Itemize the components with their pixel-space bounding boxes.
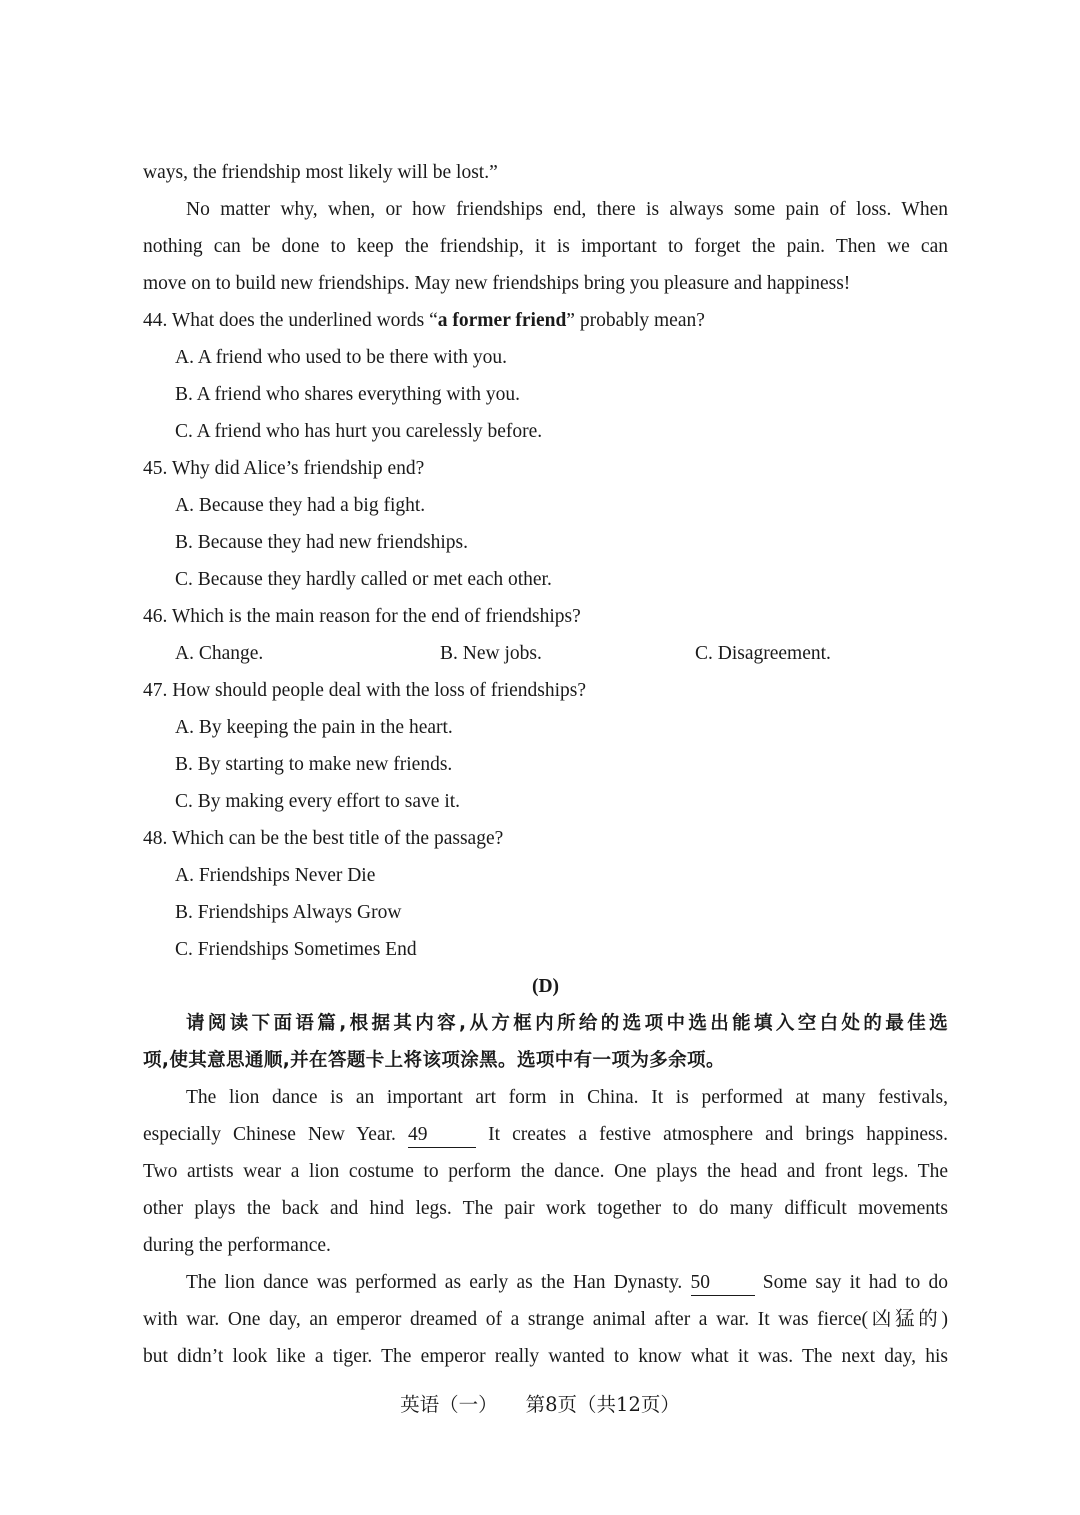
- question-48-stem: 48. Which can be the best title of the passage?: [143, 828, 504, 849]
- question-46-stem: 46. Which is the main reason for the end of friendships?: [143, 606, 581, 627]
- question-44-stem: 44. What does the underlined words “a former friend” probably mean?: [143, 310, 705, 331]
- question-46-option-a: A. Change.: [175, 643, 264, 664]
- question-46-option-c: C. Disagreement.: [695, 643, 831, 664]
- question-44-option-a: A. A friend who used to be there with you.: [175, 347, 507, 368]
- question-48-option-a: A. Friendships Never Die: [175, 865, 376, 886]
- question-47-option-c: C. By making every effort to save it.: [175, 791, 461, 812]
- question-47-option-a: A. By keeping the pain in the heart.: [175, 717, 453, 738]
- section-d-p1-line-4: other plays the back and hind legs. The pair work together to do many difficult movements: [143, 1198, 948, 1219]
- blank-49: 49: [408, 1123, 476, 1148]
- section-d-p1-line-1: The lion dance is an important art form in China. It is performed at many festivals,: [186, 1087, 948, 1108]
- section-d-p2-line-2: with war. One day, an emperor dreamed of a strange animal after a war. It was fierce(凶猛的): [143, 1309, 948, 1330]
- passage-c-last-para-line-3: move on to build new friendships. May new friendships bring you pleasure and happiness!: [143, 273, 851, 294]
- passage-c-last-para-line-2: nothing can be done to keep the friendship, it is important to forget the pain. Then we can: [143, 236, 948, 257]
- question-44-option-c: C. A friend who has hurt you carelessly before.: [175, 421, 543, 442]
- section-d-p1-line-5: during the performance.: [143, 1235, 331, 1256]
- question-44-option-b: B. A friend who shares everything with you.: [175, 384, 520, 405]
- section-d-instructions-line-1: 请阅读下面语篇,根据其内容,从方框内所给的选项中选出能填入空白处的最佳选: [186, 1013, 948, 1034]
- exam-page-content: [143, 154, 948, 1375]
- passage-c-last-para-line-1: No matter why, when, or how friendships end, there is always some pain of loss. When: [186, 199, 948, 220]
- question-45-option-b: B. Because they had new friendships.: [175, 532, 468, 553]
- section-d-heading: (D): [531, 976, 560, 997]
- question-46-options: [143, 635, 948, 672]
- section-d-instructions-line-2: 项,使其意思通顺,并在答题卡上将该项涂黑。选项中有一项为多余项。: [143, 1050, 725, 1071]
- question-48-option-b: B. Friendships Always Grow: [175, 902, 402, 923]
- question-47-stem: 47. How should people deal with the loss of friendships?: [143, 680, 587, 701]
- footer-page-number: 第8页（共12页）: [525, 1393, 680, 1416]
- page-footer: [0, 1390, 1080, 1420]
- footer-subject: 英语（一）: [400, 1393, 498, 1416]
- question-45-option-c: C. Because they hardly called or met each other.: [175, 569, 552, 590]
- section-d-p2-line-3: but didn’t look like a tiger. The emperor really wanted to know what it was. The next day, his: [143, 1346, 948, 1367]
- question-47-option-b: B. By starting to make new friends.: [175, 754, 453, 775]
- passage-c-tail-line: ways, the friendship most likely will be lost.”: [143, 162, 498, 183]
- section-d-p1-line-2: especially Chinese New Year. 49 It creates a festive atmosphere and brings happiness.: [143, 1116, 948, 1153]
- question-46-option-b: B. New jobs.: [440, 643, 542, 664]
- question-48-option-c: C. Friendships Sometimes End: [175, 939, 417, 960]
- question-45-stem: 45. Why did Alice’s friendship end?: [143, 458, 425, 479]
- blank-50: 50: [691, 1271, 755, 1296]
- section-d-p1-line-3: Two artists wear a lion costume to perform the dance. One plays the head and front legs. The: [143, 1161, 948, 1182]
- question-45-option-a: A. Because they had a big fight.: [175, 495, 426, 516]
- underlined-phrase: a former friend: [437, 310, 567, 331]
- section-d-p2-line-1: The lion dance was performed as early as the Han Dynasty. 50 Some say it had to do: [143, 1264, 948, 1301]
